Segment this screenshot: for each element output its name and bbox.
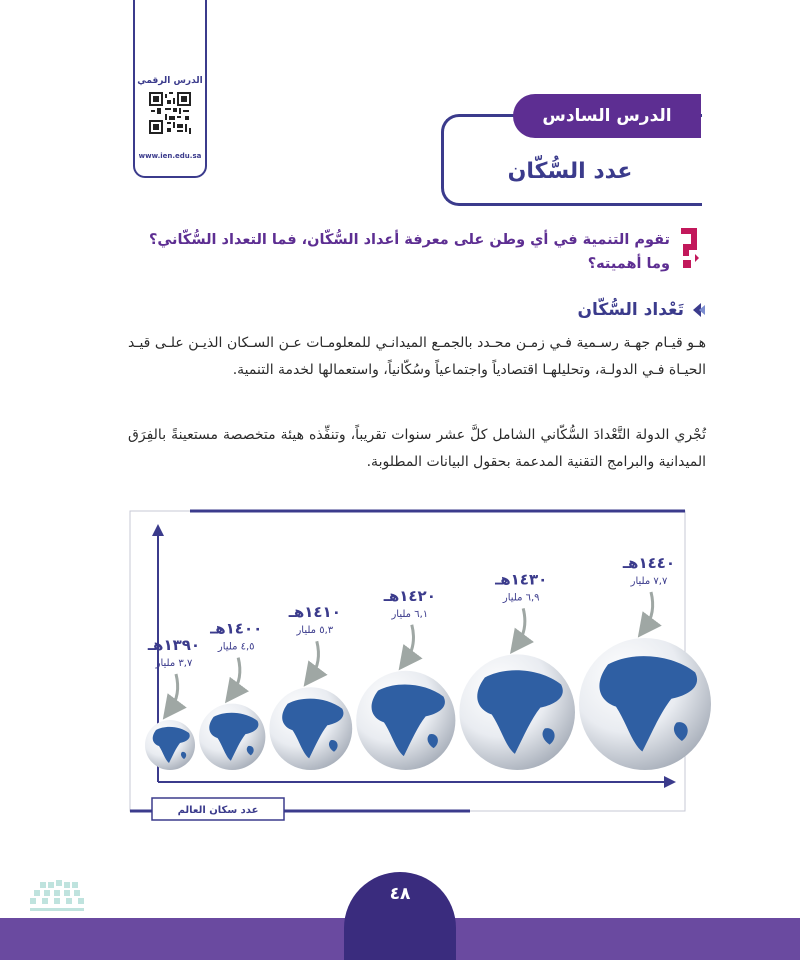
census-paragraph: تُجْري الدولة التَّعْدادَ السُّكّاني الشامل كلَّ عشر سنوات تقريباً، وتنفِّذه هيئة متخصصة مستعينةً بالفِرَق الميدانية والبرامج التقنية المدعمة بحقول البيانات المطلوبة. — [128, 427, 706, 470]
lesson-number-badge: الدرس السادس — [513, 94, 701, 138]
year-label: ١٣٩٠هـ — [147, 636, 201, 654]
year-label: ١٤٣٠هـ — [495, 570, 548, 589]
digital-lesson-label: الدرس الرقمي — [137, 76, 203, 86]
year-label: ١٤٤٠هـ — [622, 554, 676, 572]
globe-mark — [269, 687, 352, 770]
intro-question: تقوم التنمية في أي وطن على معرفة أعداد السُّكّان، فما التعداد السُّكّاني؟ وما أهميته؟ — [148, 232, 670, 272]
lesson-title: عدد السُّكّان — [507, 159, 633, 184]
qr-url[interactable]: www.ien.edu.sa — [138, 152, 202, 160]
population-value-label: ٦,١ مليار — [391, 608, 429, 620]
globe-mark — [199, 704, 265, 770]
population-value-label: ٧,٧ مليار — [630, 576, 668, 587]
section-heading-text: تَعْداد السُّكّان — [577, 300, 684, 320]
population-value-label: ٣,٧ مليار — [155, 658, 193, 669]
definition-paragraph: هـو قيـام جهـة رسـمية فـي زمـن محـدد بالجمـع الميدانـي للمعلومـات عـن السـكان الذيـن علـى قيـد الحيـاة فـي الدولـة، وتحليلهـا اقتصادياً واجتماعياً وسُكّانياً، واستعمالها لخدمة التنمية. — [128, 335, 706, 378]
population-value-label: ٦,٩ مليار — [502, 592, 540, 604]
page-number: ٤٨ — [389, 884, 411, 904]
population-value-label: ٥,٣ مليار — [296, 625, 334, 637]
year-label: ١٤٠٠هـ — [210, 619, 263, 638]
year-label: ١٤١٠هـ — [288, 603, 341, 622]
population-value-label: ٤,٥ مليار — [217, 641, 255, 653]
globe-mark — [145, 720, 195, 770]
globe-mark — [579, 638, 711, 770]
globe-mark — [459, 654, 575, 770]
year-label: ١٤٢٠هـ — [383, 586, 436, 605]
x-axis-label: عدد سكان العالم — [177, 805, 259, 816]
globe-mark — [356, 671, 455, 770]
